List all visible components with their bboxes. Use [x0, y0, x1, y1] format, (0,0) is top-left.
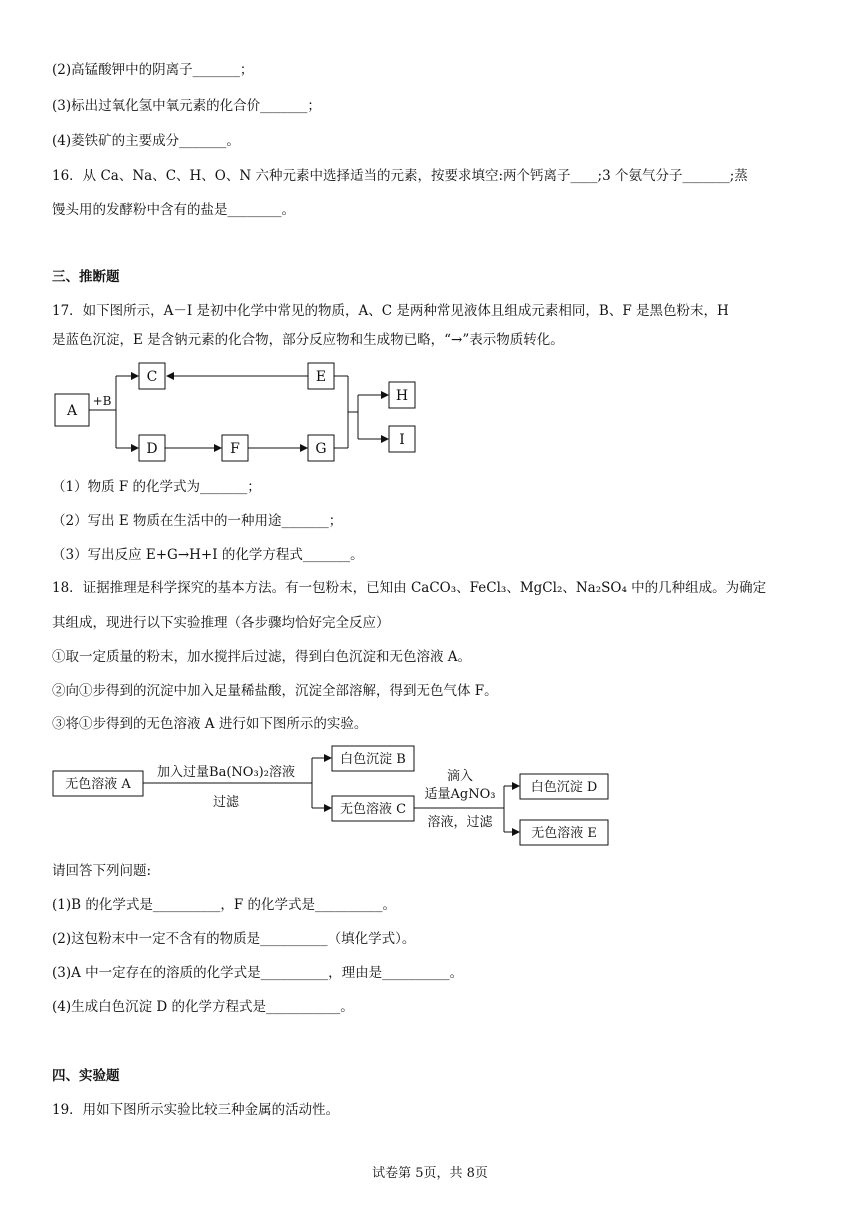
q18-part-4: (4)生成白色沉淀 D 的化学方程式是___________。 [52, 999, 354, 1015]
section-heading-4: 四、实验题 [52, 1068, 120, 1084]
q18-step-3: ③将①步得到的无色溶液 A 进行如下图所示的实验。 [52, 716, 368, 732]
section-heading-3: 三、推断题 [52, 269, 120, 285]
node-solution-e: 无色溶液 E [531, 826, 597, 841]
reagent-filter: 溶液，过滤 [427, 815, 493, 830]
q16-line-1: 16．从 Ca、Na、C、H、O、N 六种元素中选择适当的元素，按要求填空:两个钙离子____;3 个氨气分子_______;蒸 [52, 168, 748, 184]
node-c: C [146, 369, 158, 385]
node-h: H [395, 388, 409, 404]
q17-sub-1: （1）物质 F 的化学式为_______； [52, 479, 261, 495]
q15-line-2: (2)高锰酸钾中的阴离子_______； [52, 62, 254, 78]
q17-line-2: 是蓝色沉淀，E 是含钠元素的化合物，部分反应物和生成物已略，“→”表示物质转化。 [52, 332, 564, 348]
reagent-agno3: 适量AgNO₃ [424, 787, 496, 802]
q18-line-2: 其组成，现进行以下实验推理（各步骤均恰好完全反应） [52, 615, 390, 631]
q18-part-2: (2)这包粉末中一定不含有的物质是__________（填化学式）。 [52, 931, 416, 947]
q17-line-1: 17．如下图所示，A－I 是初中化学中常见的物质，A、C 是两种常见液体且组成元素相同，B、F 是黑色粉末，H [52, 303, 729, 319]
q19-line-1: 19．用如下图所示实验比较三种金属的活动性。 [52, 1102, 340, 1118]
node-solution-c: 无色溶液 C [339, 802, 407, 817]
q17-sub-3: （3）写出反应 E+G→H+I 的化学方程式_______。 [52, 547, 364, 563]
node-d: D [146, 441, 158, 457]
reagent-ba-no3: 加入过量Ba(NO₃)₂溶液 [157, 765, 295, 780]
page-footer: 试卷第 5页，共 8页 [372, 1166, 488, 1181]
q18-line-1: 18．证据推理是科学探究的基本方法。有一包粉末，已知由 CaCO₃、FeCl₃、MgCl₂、Na₂SO₄ 中的几种组成。为确定 [52, 580, 767, 596]
node-precipitate-b: 白色沉淀 B [340, 752, 406, 767]
node-g: G [315, 441, 327, 457]
q18-step-1: ①取一定质量的粉末，加水搅拌后过滤，得到白色沉淀和无色溶液 A。 [52, 649, 472, 665]
q18-part-1: (1)B 的化学式是__________，F 的化学式是__________。 [52, 897, 396, 913]
q18-ask: 请回答下列问题: [52, 863, 152, 879]
q17-transformation-diagram [50, 358, 430, 468]
node-i: I [399, 432, 405, 448]
q18-part-3: (3)A 中一定存在的溶质的化学式是__________，理由是__________。 [52, 965, 464, 981]
node-solution-a: 无色溶液 A [65, 777, 131, 792]
q18-flow-diagram [50, 740, 620, 848]
q16-line-2: 馒头用的发酵粉中含有的盐是________。 [52, 202, 295, 218]
filter-label: 过滤 [212, 795, 240, 810]
q15-line-3: (3)标出过氧化氢中氧元素的化合价_______； [52, 98, 321, 114]
reagent-drip: 滴入 [446, 769, 474, 784]
node-e: E [315, 369, 327, 385]
label-plus-b: +B [92, 394, 112, 408]
node-f: F [230, 441, 240, 457]
q18-step-2: ②向①步得到的沉淀中加入足量稀盐酸，沉淀全部溶解，得到无色气体 F。 [52, 683, 498, 699]
q17-sub-2: （2）写出 E 物质在生活中的一种用途_______； [52, 513, 343, 529]
node-precipitate-d: 白色沉淀 D [530, 780, 598, 795]
q15-line-4: (4)菱铁矿的主要成分_______。 [52, 133, 240, 149]
node-a: A [66, 403, 78, 419]
